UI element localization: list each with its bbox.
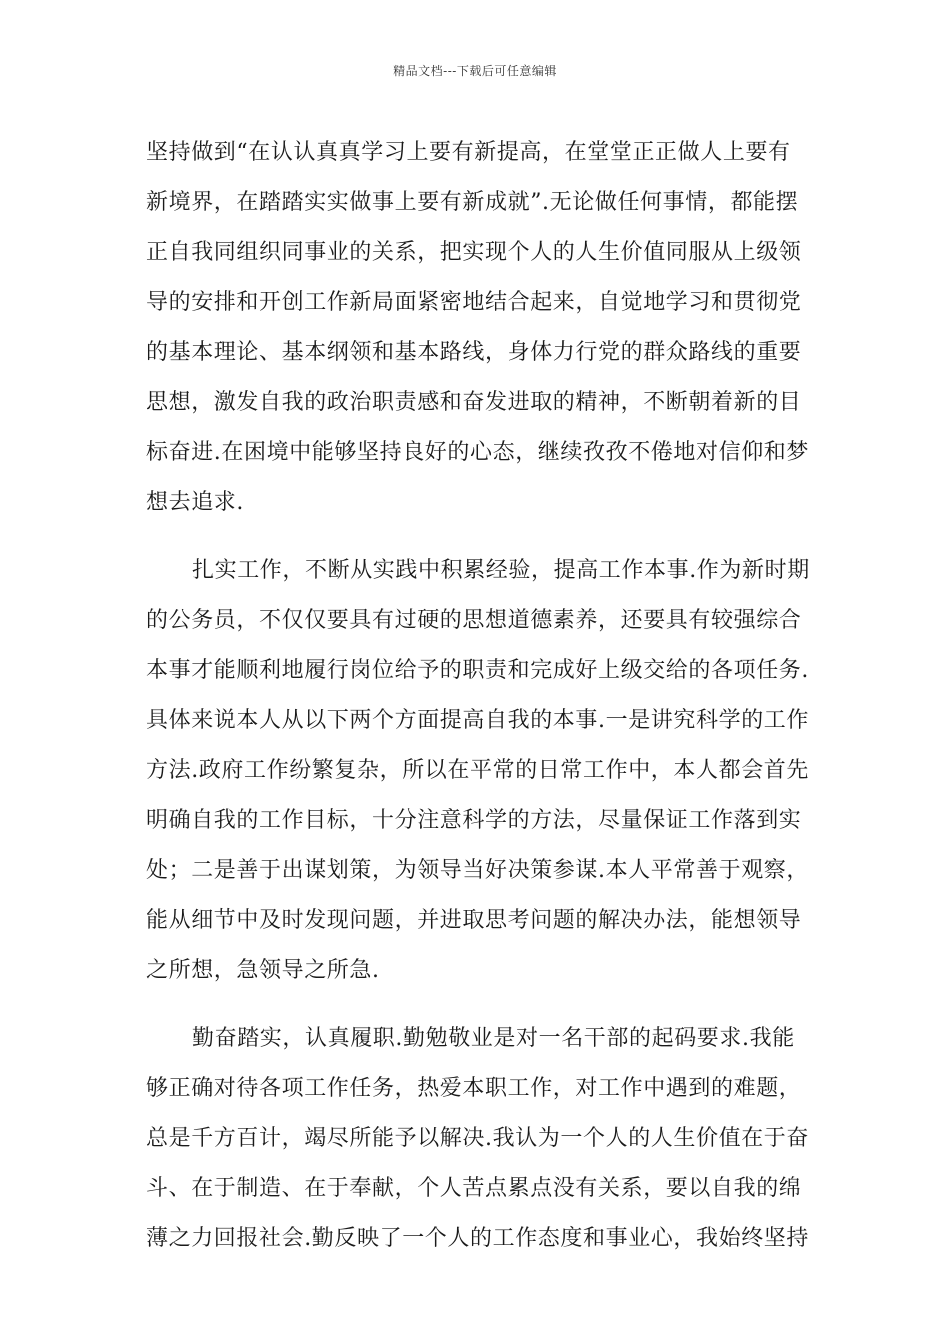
text-line: 之所想，急领导之所急. [146, 958, 380, 983]
text-line: 斗、在于制造、在于奉献，个人苦点累点没有关系，要以自我的绵 [146, 1176, 802, 1201]
text-line: 薄之力回报社会.勤反映了一个人的工作态度和事业心，我始终坚持 [146, 1226, 809, 1251]
text-line: 能从细节中及时发现问题，并进取思考问题的解决办法，能想领导 [146, 908, 802, 933]
text-line: 标奋进.在困境中能够坚持良好的心态，继续孜孜不倦地对信仰和梦 [146, 440, 809, 465]
text-line: 方法.政府工作纷繁复杂，所以在平常的日常工作中，本人都会首先 [146, 758, 809, 783]
text-line: 本事才能顺利地履行岗位给予的职责和完成好上级交给的各项任务. [146, 658, 809, 683]
text-line: 具体来说本人从以下两个方面提高自我的本事.一是讲究科学的工作 [146, 708, 809, 733]
text-line: 扎实工作，不断从实践中积累经验，提高工作本事.作为新时期 [192, 558, 810, 583]
text-line: 的基本理论、基本纲领和基本路线，身体力行党的群众路线的重要 [146, 340, 802, 365]
paragraph-spacer [146, 528, 806, 546]
paragraph-1 [146, 128, 809, 528]
text-line: 勤奋踏实，认真履职.勤勉敬业是对一名干部的起码要求.我能 [192, 1026, 795, 1051]
paragraph-spacer [146, 996, 806, 1014]
text-line: 总是千方百计，竭尽所能予以解决.我认为一个人的人生价值在于奋 [146, 1126, 809, 1151]
paragraph-2 [146, 546, 810, 996]
text-line: 想去追求. [146, 490, 244, 515]
text-line: 的公务员，不仅仅要具有过硬的思想道德素养，还要具有较强综合 [146, 608, 802, 633]
text-line: 正自我同组织同事业的关系，把实现个人的人生价值同服从上级领 [146, 240, 802, 265]
document-body [146, 128, 810, 1264]
text-line: 处；二是善于出谋划策，为领导当好决策参谋.本人平常善于观察， [146, 858, 809, 883]
text-line: 坚持做到“在认认真真学习上要有新提高，在堂堂正正做人上要有 [146, 140, 791, 165]
text-line: 够正确对待各项工作任务，热爱本职工作，对工作中遇到的难题， [146, 1076, 802, 1101]
text-line: 明确自我的工作目标，十分注意科学的方法，尽量保证工作落到实 [146, 808, 802, 833]
paragraph-3 [146, 1014, 809, 1264]
text-line: 思想，激发自我的政治职责感和奋发进取的精神，不断朝着新的目 [146, 390, 802, 415]
page-header: 精品文档---下载后可任意编辑 [393, 64, 557, 78]
text-line: 新境界，在踏踏实实做事上要有新成就”.无论做任何事情，都能摆 [146, 190, 799, 215]
text-line: 导的安排和开创工作新局面紧密地结合起来，自觉地学习和贯彻党 [146, 290, 802, 315]
